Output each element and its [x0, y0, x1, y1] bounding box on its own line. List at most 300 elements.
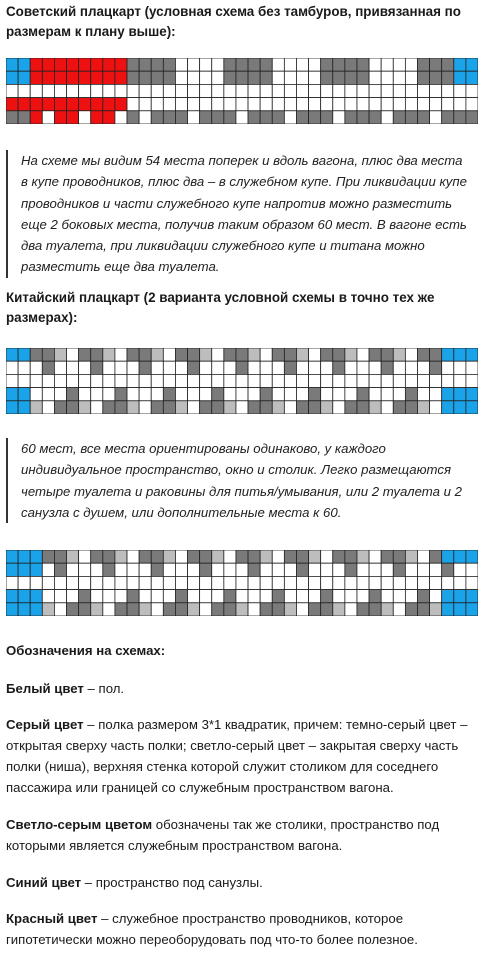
soviet-cell	[345, 111, 357, 124]
chinese2-cell	[54, 603, 66, 616]
chinese2-cell	[54, 590, 66, 603]
chinese1-cell	[91, 361, 103, 374]
chinese2-cell	[345, 563, 357, 576]
soviet-cell	[115, 98, 127, 111]
soviet-cell	[272, 71, 284, 84]
soviet-cell	[369, 98, 381, 111]
chinese-note	[6, 438, 472, 523]
soviet-cell	[333, 71, 345, 84]
soviet-cell	[30, 84, 42, 97]
chinese1-cell	[42, 374, 54, 387]
chinese2-cell	[175, 550, 187, 563]
soviet-cell	[466, 111, 478, 124]
soviet-cell	[139, 98, 151, 111]
chinese1-cell	[272, 374, 284, 387]
chinese2-cell	[466, 563, 478, 576]
chinese1-cell	[272, 348, 284, 361]
chinese1-cell	[200, 374, 212, 387]
soviet-cell	[405, 84, 417, 97]
chinese1-cell	[103, 374, 115, 387]
chinese1-cell	[430, 401, 442, 414]
chinese1-cell	[466, 348, 478, 361]
soviet-cell	[18, 84, 30, 97]
chinese2-cell	[127, 590, 139, 603]
chinese1-cell	[357, 401, 369, 414]
chinese1-cell	[163, 374, 175, 387]
chinese2-cell	[442, 563, 454, 576]
soviet-cell	[79, 111, 91, 124]
soviet-cell	[236, 111, 248, 124]
chinese1-cell	[345, 388, 357, 401]
soviet-cell	[236, 98, 248, 111]
chinese2-cell	[284, 550, 296, 563]
chinese1-cell	[272, 361, 284, 374]
soviet-cell	[321, 84, 333, 97]
soviet-cell	[42, 98, 54, 111]
chinese1-cell	[115, 361, 127, 374]
chinese2-cell	[260, 590, 272, 603]
soviet-cell	[381, 58, 393, 71]
soviet-cell	[454, 111, 466, 124]
chinese1-cell	[248, 401, 260, 414]
soviet-cell	[442, 71, 454, 84]
chinese2-cell	[357, 590, 369, 603]
chinese1-cell	[127, 348, 139, 361]
chinese2-cell	[248, 550, 260, 563]
soviet-cell	[296, 111, 308, 124]
soviet-cell	[200, 111, 212, 124]
chinese2-cell	[115, 550, 127, 563]
chinese1-cell	[6, 361, 18, 374]
soviet-cell	[79, 58, 91, 71]
chinese1-cell	[417, 361, 429, 374]
chinese1-cell	[333, 388, 345, 401]
chinese1-cell	[236, 348, 248, 361]
chinese1-cell	[30, 401, 42, 414]
chinese1-cell	[393, 401, 405, 414]
soviet-cell	[417, 98, 429, 111]
soviet-cell	[212, 71, 224, 84]
soviet-cell	[127, 58, 139, 71]
soviet-cell	[103, 111, 115, 124]
chinese2-cell	[224, 576, 236, 589]
chinese2-cell	[417, 590, 429, 603]
soviet-cell	[151, 84, 163, 97]
chinese2-cell	[67, 576, 79, 589]
chinese1-cell	[357, 388, 369, 401]
soviet-cell	[54, 84, 66, 97]
soviet-cell	[42, 111, 54, 124]
soviet-cell	[188, 111, 200, 124]
chinese2-cell	[224, 603, 236, 616]
chinese1-cell	[284, 388, 296, 401]
soviet-cell	[115, 71, 127, 84]
chinese1-cell	[212, 361, 224, 374]
chinese1-cell	[54, 361, 66, 374]
chinese2-cell	[369, 590, 381, 603]
chinese2-cell	[430, 563, 442, 576]
chinese2-cell	[430, 576, 442, 589]
chinese2-cell	[42, 576, 54, 589]
chinese1-cell	[115, 401, 127, 414]
soviet-cell	[54, 98, 66, 111]
soviet-cell	[54, 111, 66, 124]
chinese1-cell	[163, 401, 175, 414]
soviet-cell	[18, 98, 30, 111]
soviet-heading: Советский плацкарт (условная схема без тамбуров, привязанная по размерам к плану выше):	[6, 4, 461, 39]
chinese2-cell	[357, 576, 369, 589]
chinese2-cell	[103, 550, 115, 563]
chinese2-cell	[224, 563, 236, 576]
soviet-cell	[272, 84, 284, 97]
soviet-cell	[151, 58, 163, 71]
soviet-cell	[333, 111, 345, 124]
soviet-cell	[454, 98, 466, 111]
chinese1-cell	[127, 388, 139, 401]
chinese1-cell	[333, 374, 345, 387]
chinese2-cell	[405, 563, 417, 576]
soviet-cell	[175, 98, 187, 111]
chinese2-cell	[54, 563, 66, 576]
soviet-cell	[91, 98, 103, 111]
chinese2-cell	[466, 590, 478, 603]
chinese2-cell	[272, 550, 284, 563]
soviet-cell	[405, 71, 417, 84]
chinese1-cell	[42, 401, 54, 414]
soviet-cell	[67, 84, 79, 97]
chinese1-cell	[127, 374, 139, 387]
chinese2-cell	[18, 576, 30, 589]
chinese1-cell	[103, 348, 115, 361]
chinese2-cell	[200, 590, 212, 603]
chinese1-cell	[54, 401, 66, 414]
chinese1-cell	[42, 388, 54, 401]
soviet-cell	[115, 84, 127, 97]
chinese2-cell	[272, 590, 284, 603]
chinese2-cell	[321, 576, 333, 589]
soviet-cell	[188, 58, 200, 71]
chinese2-cell	[188, 603, 200, 616]
chinese1-cell	[200, 348, 212, 361]
soviet-cell	[163, 111, 175, 124]
soviet-cell	[224, 111, 236, 124]
chinese1-cell	[405, 361, 417, 374]
soviet-cell	[224, 98, 236, 111]
legend-lightgray-text: обозначены так же столики, пространство под которыми является служебным пространством вагона.	[6, 817, 440, 853]
chinese2-cell	[79, 563, 91, 576]
soviet-cell	[139, 111, 151, 124]
chinese2-cell	[42, 603, 54, 616]
chinese1-cell	[42, 361, 54, 374]
chinese2-cell	[236, 603, 248, 616]
soviet-cell	[224, 58, 236, 71]
chinese1-cell	[67, 374, 79, 387]
chinese2-cell	[309, 576, 321, 589]
chinese-note-text: 60 мест, все места ориентированы одинаково, у каждого индивидуальное пространство, окно и столик. Легко размещаются четыре туалета и раковины для питья/умывания, или 2 туалета и 2 санузла с душем, или дополнительные места к 60.	[21, 441, 462, 520]
soviet-cell	[454, 84, 466, 97]
chinese2-cell	[357, 550, 369, 563]
soviet-cell	[248, 84, 260, 97]
chinese1-cell	[321, 374, 333, 387]
soviet-cell	[284, 58, 296, 71]
soviet-cell	[357, 58, 369, 71]
chinese2-cell	[405, 550, 417, 563]
chinese2-cell	[381, 590, 393, 603]
chinese1-cell	[321, 388, 333, 401]
soviet-cell	[139, 71, 151, 84]
soviet-cell	[369, 84, 381, 97]
chinese2-cell	[369, 576, 381, 589]
soviet-cell	[248, 98, 260, 111]
chinese2-cell	[54, 576, 66, 589]
chinese2-cell	[405, 590, 417, 603]
chinese2-cell	[79, 550, 91, 563]
chinese1-cell	[393, 374, 405, 387]
chinese1-cell	[91, 388, 103, 401]
chinese2-cell	[188, 563, 200, 576]
chinese2-cell	[248, 603, 260, 616]
chinese2-cell	[103, 576, 115, 589]
chinese1-cell	[417, 348, 429, 361]
soviet-cell	[321, 58, 333, 71]
soviet-cell	[454, 58, 466, 71]
legend-title: Обозначения на схемах:	[6, 643, 166, 658]
soviet-cell	[115, 111, 127, 124]
chinese2-cell	[200, 563, 212, 576]
chinese-scheme-1-grid	[6, 348, 478, 414]
chinese2-cell	[454, 590, 466, 603]
chinese1-cell	[248, 348, 260, 361]
chinese2-cell	[417, 603, 429, 616]
legend-red-text: – служебное пространство проводников, которое гипотетически можно переоборудовать под что-то более полезное.	[6, 911, 418, 947]
chinese1-cell	[381, 361, 393, 374]
chinese2-cell	[175, 590, 187, 603]
chinese2-cell	[248, 563, 260, 576]
soviet-cell	[127, 71, 139, 84]
soviet-cell	[67, 58, 79, 71]
chinese2-cell	[6, 563, 18, 576]
soviet-cell	[163, 98, 175, 111]
chinese2-cell	[200, 603, 212, 616]
soviet-cell	[79, 98, 91, 111]
chinese1-cell	[417, 401, 429, 414]
soviet-cell	[236, 58, 248, 71]
chinese1-cell	[30, 374, 42, 387]
soviet-cell	[54, 58, 66, 71]
chinese2-cell	[42, 590, 54, 603]
chinese1-cell	[442, 361, 454, 374]
chinese1-cell	[224, 374, 236, 387]
chinese2-cell	[442, 603, 454, 616]
chinese1-cell	[151, 374, 163, 387]
chinese1-cell	[30, 361, 42, 374]
chinese2-cell	[188, 576, 200, 589]
soviet-cell	[151, 111, 163, 124]
chinese1-cell	[454, 348, 466, 361]
chinese1-cell	[333, 348, 345, 361]
soviet-cell	[200, 71, 212, 84]
legend-lightgray	[6, 814, 478, 856]
chinese1-cell	[430, 388, 442, 401]
soviet-cell	[430, 71, 442, 84]
soviet-cell	[357, 71, 369, 84]
chinese1-cell	[321, 361, 333, 374]
legend-red	[6, 908, 478, 950]
chinese2-cell	[67, 563, 79, 576]
chinese1-cell	[345, 361, 357, 374]
chinese1-cell	[393, 388, 405, 401]
chinese1-cell	[18, 388, 30, 401]
soviet-cell	[200, 84, 212, 97]
chinese2-cell	[236, 563, 248, 576]
soviet-cell	[260, 58, 272, 71]
soviet-cell	[296, 71, 308, 84]
soviet-cell	[127, 98, 139, 111]
soviet-cell	[381, 71, 393, 84]
soviet-cell	[393, 71, 405, 84]
chinese2-cell	[139, 590, 151, 603]
soviet-cell	[417, 71, 429, 84]
soviet-cell	[321, 111, 333, 124]
chinese2-cell	[200, 550, 212, 563]
chinese1-cell	[393, 361, 405, 374]
chinese1-cell	[284, 361, 296, 374]
soviet-note-text: На схеме мы видим 54 места поперек и вдоль вагона, плюс два места в купе проводников, плюс два – в служебном купе. При ликвидации купе проводников и части служебного купе напротив можно разместить еще 2 боковых места, получив таким образом 60 мест. В вагоне есть два туалета, при ликвидации служебного купе и титана можно разместить еще два туалета.	[21, 153, 467, 275]
chinese1-cell	[163, 348, 175, 361]
chinese1-cell	[369, 401, 381, 414]
soviet-cell	[272, 98, 284, 111]
chinese2-cell	[333, 576, 345, 589]
chinese1-cell	[188, 388, 200, 401]
chinese2-cell	[212, 550, 224, 563]
legend-gray-term: Серый цвет	[6, 717, 84, 732]
chinese1-cell	[224, 348, 236, 361]
soviet-cell	[393, 111, 405, 124]
soviet-cell	[466, 84, 478, 97]
chinese2-cell	[163, 576, 175, 589]
soviet-cell	[357, 98, 369, 111]
soviet-cell	[212, 98, 224, 111]
soviet-cell	[417, 111, 429, 124]
soviet-cell	[296, 98, 308, 111]
chinese1-cell	[188, 401, 200, 414]
soviet-cell	[393, 98, 405, 111]
chinese2-cell	[139, 550, 151, 563]
chinese1-cell	[91, 348, 103, 361]
soviet-cell	[417, 58, 429, 71]
chinese2-cell	[163, 550, 175, 563]
chinese1-cell	[454, 374, 466, 387]
chinese2-cell	[442, 550, 454, 563]
chinese2-cell	[200, 576, 212, 589]
chinese2-cell	[333, 563, 345, 576]
chinese1-cell	[188, 361, 200, 374]
chinese2-cell	[321, 603, 333, 616]
chinese2-cell	[296, 576, 308, 589]
soviet-cell	[127, 111, 139, 124]
chinese2-cell	[91, 563, 103, 576]
chinese2-cell	[151, 563, 163, 576]
chinese1-cell	[127, 401, 139, 414]
soviet-cell	[272, 111, 284, 124]
soviet-cell	[284, 84, 296, 97]
chinese2-cell	[296, 550, 308, 563]
chinese2-cell	[466, 603, 478, 616]
soviet-cell	[321, 71, 333, 84]
soviet-cell	[103, 71, 115, 84]
chinese1-cell	[333, 361, 345, 374]
chinese2-cell	[333, 603, 345, 616]
chinese1-cell	[212, 401, 224, 414]
soviet-cell	[42, 58, 54, 71]
chinese1-cell	[296, 401, 308, 414]
soviet-cell	[430, 58, 442, 71]
chinese1-cell	[175, 361, 187, 374]
chinese1-cell	[466, 401, 478, 414]
legend-white	[6, 678, 478, 699]
chinese2-cell	[345, 576, 357, 589]
chinese1-cell	[224, 361, 236, 374]
chinese2-cell	[393, 576, 405, 589]
chinese2-cell	[188, 590, 200, 603]
soviet-cell	[284, 111, 296, 124]
chinese1-cell	[296, 374, 308, 387]
chinese1-cell	[115, 374, 127, 387]
chinese1-cell	[175, 388, 187, 401]
chinese2-cell	[381, 603, 393, 616]
chinese2-cell	[224, 550, 236, 563]
chinese1-cell	[79, 348, 91, 361]
soviet-cell	[309, 98, 321, 111]
chinese1-cell	[127, 361, 139, 374]
soviet-cell	[333, 58, 345, 71]
chinese2-cell	[42, 563, 54, 576]
soviet-cell	[405, 58, 417, 71]
chinese2-cell	[224, 590, 236, 603]
chinese1-cell	[284, 348, 296, 361]
soviet-cell	[357, 111, 369, 124]
soviet-cell	[466, 58, 478, 71]
chinese2-cell	[30, 590, 42, 603]
soviet-cell	[200, 58, 212, 71]
chinese2-cell	[454, 603, 466, 616]
chinese1-cell	[79, 361, 91, 374]
chinese1-cell	[369, 388, 381, 401]
soviet-note	[6, 150, 472, 278]
chinese2-cell	[442, 576, 454, 589]
legend-blue-term: Синий цвет	[6, 875, 82, 890]
chinese2-cell	[18, 603, 30, 616]
chinese2-cell	[151, 590, 163, 603]
chinese1-cell	[284, 374, 296, 387]
soviet-cell	[67, 111, 79, 124]
chinese1-cell	[417, 374, 429, 387]
chinese1-cell	[357, 361, 369, 374]
chinese1-cell	[381, 388, 393, 401]
chinese2-cell	[103, 603, 115, 616]
chinese2-cell	[333, 590, 345, 603]
soviet-cell	[224, 84, 236, 97]
soviet-cell	[103, 84, 115, 97]
soviet-cell	[6, 98, 18, 111]
soviet-cell	[212, 58, 224, 71]
chinese1-cell	[6, 374, 18, 387]
chinese1-cell	[42, 348, 54, 361]
chinese1-cell	[393, 348, 405, 361]
chinese1-cell	[151, 401, 163, 414]
chinese2-cell	[212, 576, 224, 589]
soviet-cell	[188, 71, 200, 84]
